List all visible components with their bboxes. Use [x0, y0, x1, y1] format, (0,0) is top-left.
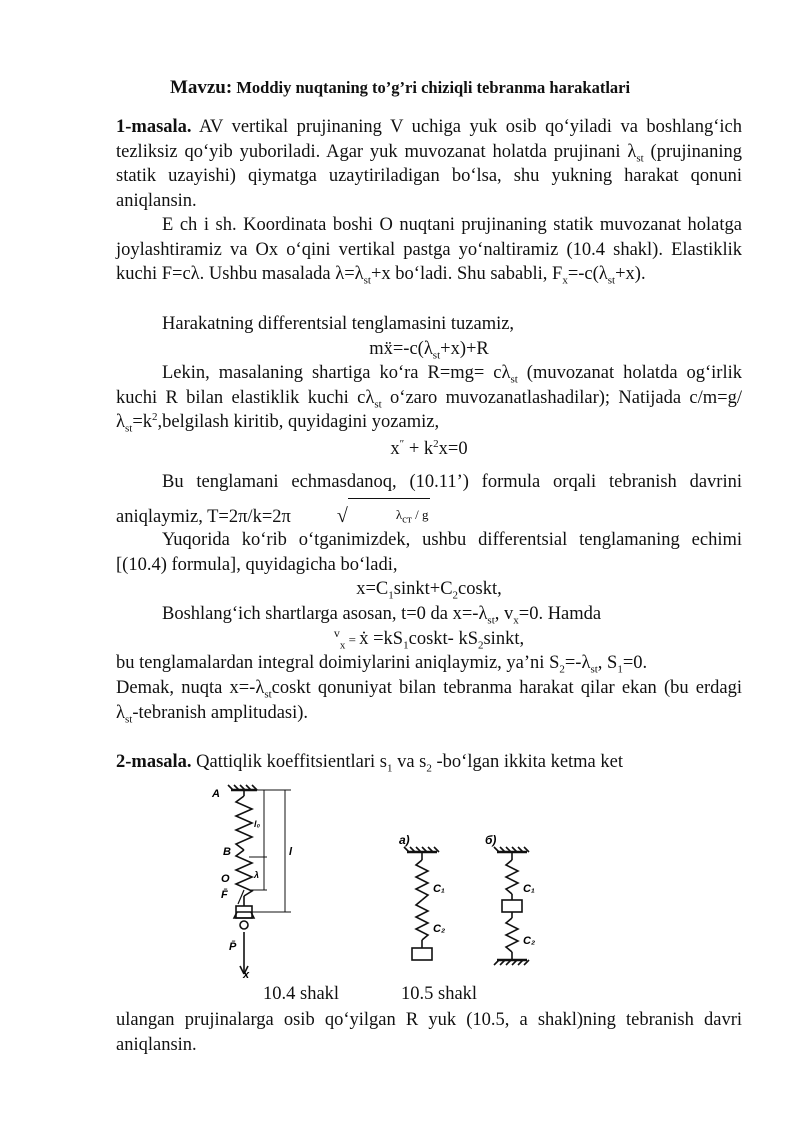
fig105-b-c2: C₂ [523, 935, 536, 947]
problem-2-label: 2-masala. [116, 752, 192, 772]
solution-paragraph-5: Yuqorida ko‘rib o‘tganimizdek, ushbu differentsial tenglamaning echimi [(10.4) formula], quyidagicha bo‘ladi, [116, 530, 742, 575]
solution-paragraph-6: Boshlang‘ich shartlarga asosan, t=0 da $x=-\lambda_{st}$, $v_x=0$. Hamda [162, 604, 602, 627]
solution-paragraph-8: Demak, nuqta $x=-\lambda_{st}coskt$ qonuniyat bilan tebranma harakat qilar ekan (bu erdagi $\lambda_{st}$-tebranish amplitudasi). [116, 678, 743, 726]
solution-paragraph-1: E ch i sh. Koordinata boshi O nuqtani prujinaning statik muvozanat holatga joylashtiramiz va Ox o‘qini vertikal pastga yo‘naltiramiz (10.4 shakl). Elastiklik kuchi F=cλ. Ushbu masalada $\lambda=\lambda_{st}+x$ bo‘ladi. Shu sababli, $F_x=-c(\lambda_{st}+x)$. [116, 215, 742, 287]
fig105-b-c1: C₁ [523, 883, 535, 895]
fig105-label-b: б) [485, 833, 497, 847]
problem-2-statement: 2-masala. Qattiqlik koeffitsientlari $s_1$ va $s_2$ -bo‘lgan ikkita ketma ket [116, 752, 623, 775]
fig105-a-c1: C₁ [433, 883, 445, 895]
figure-10-4 [205, 782, 315, 980]
fig105-a-c2: C₂ [433, 923, 446, 935]
fig104-label-lst: λ [254, 870, 260, 880]
problem-1-statement: 1-masala. AV vertikal prujinaning V uchiga yuk osib qo‘yiladi va boshlang‘ich tezliksiz qo‘yib yuboriladi. Agar yuk muvozanat holatda prujinani $\lambda_{st}$ (prujinaning statik uzayishi) qiymatga uzaytiriladigan bo‘lsa, shu yukning harakat qonuni aniqlansin. [116, 117, 743, 211]
problem-1-label: 1-masala. [116, 117, 192, 137]
equation-1: $mẍ=-c(\lambda_{st}+x)+R$ [369, 339, 489, 362]
fig104-label-F: F̄ [221, 889, 228, 901]
equation-3: $x=C_1sinkt+C_2coskt$, [356, 579, 502, 602]
problem-2-continuation: ulangan prujinalarga osib qo‘yilgan R yuk (10.5, a shakl)ning tebranish davri aniqlansin. [116, 1010, 742, 1055]
solution-paragraph-4: Bu tenglamani echmasdanoq, (10.11’) formula orqali tebranish davrini aniqlaymiz, T=2π/k=2π √ $\lambda_{ст}$ / g [116, 466, 742, 533]
title-topic: Moddiy nuqtaning to’g’ri chiziqli tebranma harakatlari [232, 78, 631, 97]
fig104-label-B: B [223, 846, 231, 858]
solution-paragraph-7: bu tenglamalardan integral doimiylarini aniqlaymiz, ya’ni $S_2=-\lambda_{st}$, $S_1=0$. [116, 653, 648, 676]
figure-10-4-caption: 10.4 shakl [263, 984, 340, 1004]
equation-2: $x'' + k^2x=0$ [390, 437, 468, 459]
page-title [0, 77, 800, 99]
fig104-label-x: x [243, 969, 250, 980]
fig104-label-l: l [289, 846, 293, 858]
solution-paragraph-2: Harakatning differentsial tenglamasini tuzamiz, [162, 314, 515, 334]
fig104-label-l0: l₀ [254, 819, 261, 829]
fig104-label-A: A [212, 788, 220, 800]
sqrt-expression: √ $\lambda_{ст}$ / g [291, 498, 431, 533]
fig104-label-P: P̄ [229, 941, 237, 953]
title-lead: Mavzu: [169, 77, 233, 98]
fig104-label-O: O [221, 873, 230, 885]
solution-paragraph-3: Lekin, masalaning shartiga ko‘ra $R=mg= c\lambda_{st}$ (muvozanat holatda og‘irlik kuchi R bilan elastiklik kuchi $c\lambda_{st}$ o‘zaro muvozanatlashadilar); Natijada $c/m=g/\lambda_{st}=k^2,belgilash$ kiritib, quyidagini yozamiz, [116, 363, 742, 435]
fig105-label-a: a) [399, 833, 410, 847]
equation-4: $^v_x$ = ẋ $=kS_1coskt-$ $kS_2sinkt$, [333, 625, 525, 652]
figure-10-5-caption: 10.5 shakl [401, 984, 478, 1004]
figure-10-5 [395, 830, 555, 970]
